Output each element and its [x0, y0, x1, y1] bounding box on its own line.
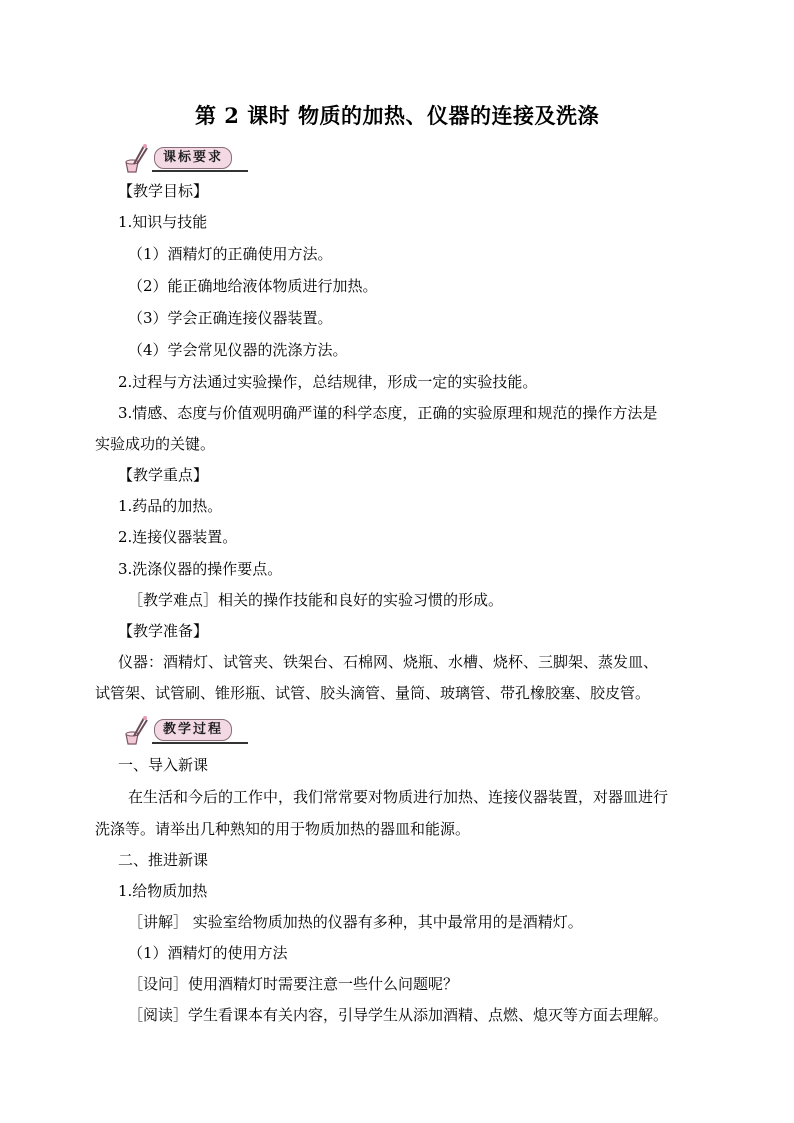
keypoint-item: 3.洗涤仪器的操作要点。 [118, 560, 283, 578]
keypoint-item: 1.药品的加热。 [118, 497, 223, 515]
new-lesson-heading: 二、推进新课 [118, 851, 209, 869]
knowledge-item: （4）学会常见仪器的洗涤方法。 [128, 341, 348, 359]
objectives-heading: 【教学目标】 [118, 182, 209, 200]
intro-paragraph-line1: 在生活和今后的工作中，我们常常要对物质进行加热、连接仪器装置，对器皿进行 [128, 788, 669, 806]
knowledge-item: （3）学会正确连接仪器装置。 [128, 309, 333, 327]
curriculum-badge-label: 课标要求 [154, 147, 232, 169]
pencil-flask-icon [122, 714, 156, 748]
emotion-paragraph-line1: 3.情感、态度与价值观明确严谨的科学态度，正确的实验原理和规范的操作方法是 [118, 404, 658, 422]
process-badge-label: 教学过程 [154, 719, 232, 741]
badge-underline [152, 170, 248, 172]
prep-line2: 试管架、试管刷、锥形瓶、试管、胶头滴管、量筒、玻璃管、带孔橡胶塞、胶皮管。 [95, 684, 651, 702]
keypoints-heading: 【教学重点】 [118, 466, 209, 484]
intro-heading: 一、导入新课 [118, 756, 209, 774]
knowledge-item: （1）酒精灯的正确使用方法。 [128, 245, 333, 263]
lamp-heading: （1）酒精灯的使用方法 [128, 944, 288, 962]
prep-line1: 仪器：酒精灯、试管夹、铁架台、石棉网、烧瓶、水槽、烧杯、三脚架、蒸发皿、 [118, 653, 659, 671]
badge-underline [152, 742, 248, 744]
pencil-flask-icon [122, 142, 156, 176]
lecture-line: ［讲解］ 实验室给物质加热的仪器有多种，其中最常用的是酒精灯。 [128, 913, 583, 931]
prep-heading: 【教学准备】 [118, 622, 209, 640]
intro-paragraph-line2: 洗涤等。请举出几种熟知的用于物质加热的器皿和能源。 [95, 820, 471, 838]
emotion-paragraph-line2: 实验成功的关键。 [95, 435, 216, 453]
process-section-badge [122, 714, 250, 748]
knowledge-heading: 1.知识与技能 [118, 213, 208, 231]
process-method-paragraph: 2.过程与方法通过实验操作，总结规律，形成一定的实验技能。 [118, 373, 538, 391]
heating-heading: 1.给物质加热 [118, 882, 208, 900]
difficulty-line: ［教学难点］相关的操作技能和良好的实验习惯的形成。 [128, 591, 504, 609]
keypoint-item: 2.连接仪器装置。 [118, 528, 238, 546]
question-line: ［设问］使用酒精灯时需要注意一些什么问题呢？ [128, 975, 459, 993]
knowledge-item: （2）能正确地给液体物质进行加热。 [128, 277, 378, 295]
reading-line: ［阅读］学生看课本有关内容，引导学生从添加酒精、点燃、熄灭等方面去理解。 [128, 1006, 669, 1024]
curriculum-section-badge [122, 142, 250, 176]
lesson-title: 第 2 课时 物质的加热、仪器的连接及洗涤 [194, 103, 600, 128]
